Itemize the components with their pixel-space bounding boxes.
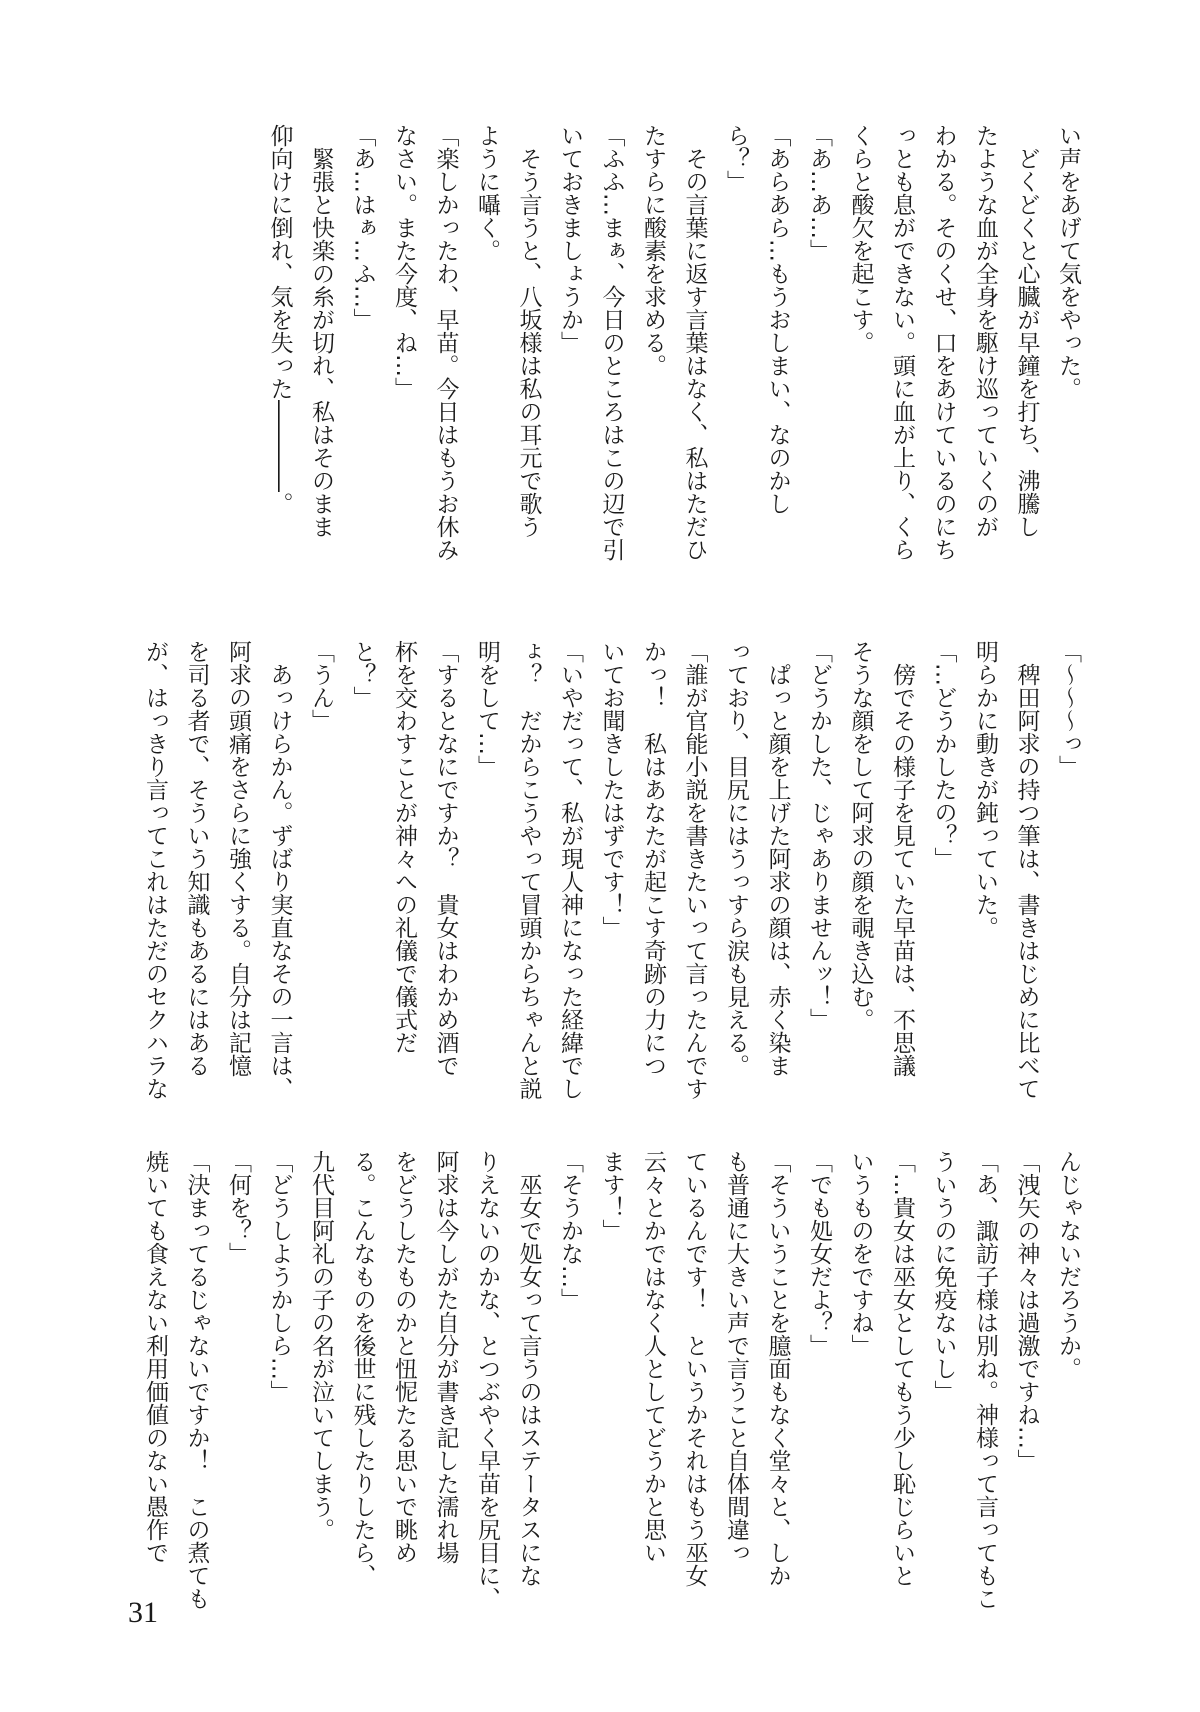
text-column: ういうのに免疫ないし」 xyxy=(930,1150,957,1403)
text-column: 仰向けに倒れ、気を失った――――。 xyxy=(266,124,293,515)
text-column: い声をあげて気をやった。 xyxy=(1055,124,1081,400)
text-column: 傍でその様子を見ていた早苗は、不思議 xyxy=(889,640,915,1077)
text-tier-bottom xyxy=(134,1150,1089,1610)
text-column: 阿求は今しがた自分が書き記した濡れ場 xyxy=(432,1150,459,1564)
text-column: 明らかに動きが鈍っていた。 xyxy=(972,640,998,939)
text-column: る。こんなものを後世に残したりしたら、 xyxy=(349,1150,376,1587)
text-column: どくどくと心臓が早鐘を打ち、沸騰し xyxy=(1013,124,1040,538)
text-column: 「決まってるじゃないですか！ この煮ても xyxy=(183,1150,210,1610)
text-column: 「そうかな…」 xyxy=(557,1150,583,1311)
text-tier-middle xyxy=(134,640,1089,1100)
text-column: その言葉に返す言葉はなく、私はただひ xyxy=(681,124,708,561)
text-column: 「あ…はぁ…ふ…」 xyxy=(349,124,376,331)
text-column: 「するとなにですか？ 貴女はわかめ酒で xyxy=(432,640,459,1077)
text-column: いてお聞きしたはずです！」 xyxy=(598,640,625,939)
text-column: が、はっきり言ってこれはただのセクハラな xyxy=(142,640,168,1100)
text-column: 「…貴女は巫女としてもう少し恥じらいと xyxy=(889,1150,915,1587)
text-column: たすらに酸素を求める。 xyxy=(640,124,666,377)
text-column: 「でも処女だよ？」 xyxy=(806,1150,832,1357)
text-column: 杯を交わすことが神々への礼儀で儀式だ xyxy=(391,640,417,1054)
text-column: 「どうかした、じゃありませんッ！」 xyxy=(806,640,832,1031)
text-column: ょ？ だからこうやって冒頭からちゃんと説 xyxy=(515,640,542,1100)
text-column: 明をして…」 xyxy=(474,640,500,778)
text-column: っとも息ができない。頭に血が上り、くら xyxy=(889,124,915,561)
text-column: 「…どうかしたの？」 xyxy=(930,640,957,870)
text-column: 緊張と快楽の糸が切れ、私はそのまま xyxy=(308,124,334,538)
text-column: かっ！ 私はあなたが起こす奇跡の力につ xyxy=(640,640,666,1077)
text-column: 「洩矢の神々は過激ですね…」 xyxy=(1013,1150,1040,1472)
text-column: そう言うと、八坂様は私の耳元で歌う xyxy=(515,124,542,538)
text-column: 稗田阿求の持つ筆は、書きはじめに比べて xyxy=(1013,640,1040,1100)
text-column: を司る者で、そういう知識もあるにはある xyxy=(183,640,210,1077)
text-column: 九代目阿礼の子の名が泣いてしまう。 xyxy=(308,1150,334,1541)
text-column: いうものをですね」 xyxy=(847,1150,874,1357)
text-column: も普通に大きい声で言うこと自体間違っ xyxy=(723,1150,749,1564)
text-column: っており、目尻にはうっすら涙も見える。 xyxy=(723,640,749,1077)
text-column: いておきましょうか」 xyxy=(557,124,583,354)
text-column: と？」 xyxy=(349,640,376,709)
text-column: ら？」 xyxy=(723,124,749,193)
text-column: ているんです！ というかそれはもう巫女 xyxy=(681,1150,708,1587)
text-column: 「何を？」 xyxy=(225,1150,251,1265)
text-column: 「楽しかったわ、早苗。今日はもうお休み xyxy=(432,124,459,561)
text-column: ように囁く。 xyxy=(474,124,500,262)
text-column: 阿求の頭痛をさらに強くする。自分は記憶 xyxy=(225,640,251,1077)
text-column: 「うん」 xyxy=(308,640,334,732)
text-column: ます！」 xyxy=(598,1150,625,1242)
text-column: くらと酸欠を起こす。 xyxy=(847,124,874,354)
text-column: 「いやだって、私が現人神になった経緯でし xyxy=(557,640,583,1100)
text-tier-top xyxy=(258,124,1088,561)
text-column: わかる。そのくせ、口をあけているのにち xyxy=(930,124,957,561)
text-column: 「あ、諏訪子様は別ね。神様って言ってもこ xyxy=(972,1150,998,1610)
text-column: 「〜〜〜っ」 xyxy=(1055,640,1081,778)
text-column: あっけらかん。ずばり実直なその一言は、 xyxy=(266,640,293,1100)
page-number: 31 xyxy=(128,1596,158,1629)
text-column: 「あ…あ…」 xyxy=(806,124,832,262)
text-column: 「そういうことを臆面もなく堂々と、しか xyxy=(764,1150,791,1587)
text-column: ぱっと顔を上げた阿求の顔は、赤く染ま xyxy=(764,640,791,1077)
text-column: たような血が全身を駆け巡っていくのが xyxy=(972,124,998,538)
text-column: 巫女で処女って言うのはステータスにな xyxy=(515,1150,542,1587)
text-column: 「あらあら…もうおしまい、なのかし xyxy=(764,124,791,515)
text-column: なさい。また今度、ね…」 xyxy=(391,124,417,400)
text-column: をどうしたものかと忸怩たる思いで眺め xyxy=(391,1150,417,1564)
text-column: 「どうしようかしら…」 xyxy=(266,1150,293,1403)
text-column: 云々とかではなく人としてどうかと思い xyxy=(640,1150,666,1564)
text-column: りえないのかな、とつぶやく早苗を尻目に、 xyxy=(474,1150,500,1610)
text-column: 「ふふ…まぁ、今日のところはこの辺で引 xyxy=(598,124,625,561)
text-column: 焼いても食えない利用価値のない愚作で xyxy=(142,1150,168,1564)
text-column: そうな顔をして阿求の顔を覗き込む。 xyxy=(847,640,874,1031)
text-column: んじゃないだろうか。 xyxy=(1055,1150,1081,1380)
text-column: 「誰が官能小説を書きたいって言ったんです xyxy=(681,640,708,1100)
